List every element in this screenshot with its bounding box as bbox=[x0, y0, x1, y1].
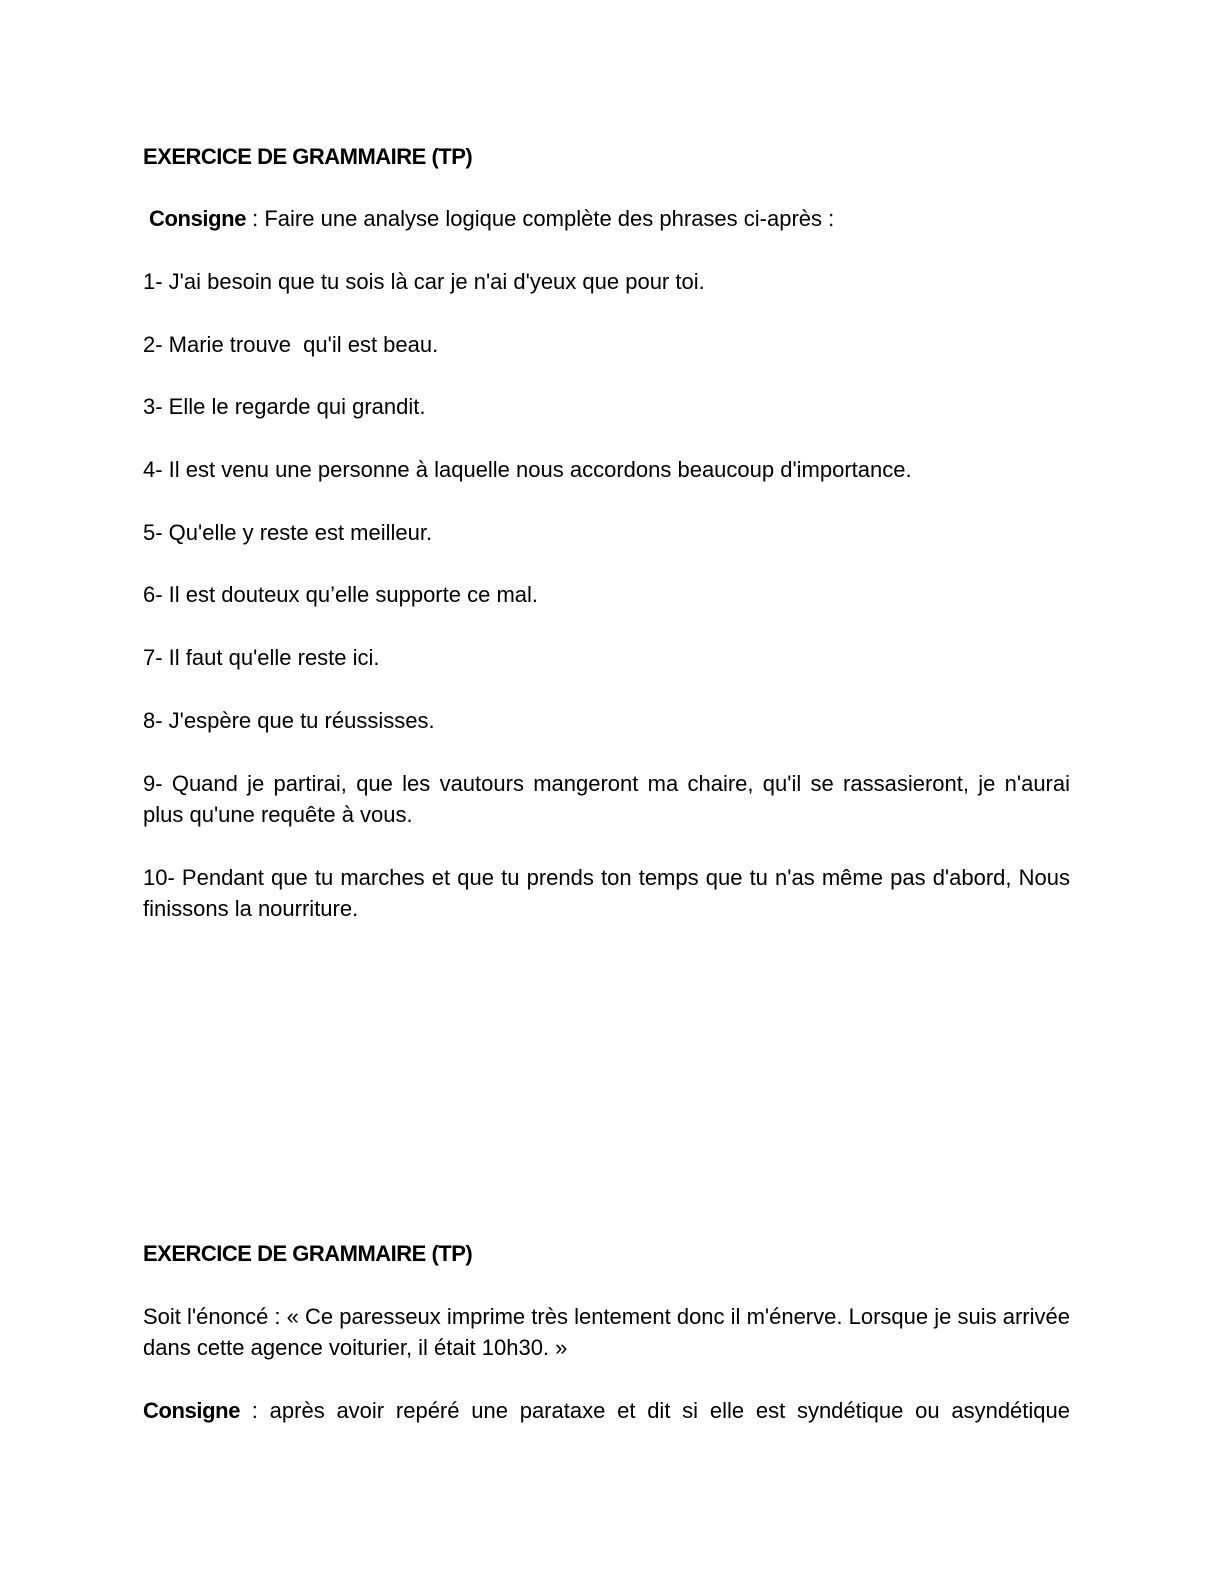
exercise-item-5: 5- Qu'elle y reste est meilleur. bbox=[143, 520, 433, 545]
section-1-title: EXERCICE DE GRAMMAIRE (TP) bbox=[143, 144, 473, 169]
section-2-statement: Soit l'énoncé : « Ce paresseux imprime très lentement donc il m'énerve. Lorsque je suis arrivée dans cette agence voiturier, il était 10h30. » bbox=[143, 1304, 1070, 1360]
exercise-item-7: 7- Il faut qu'elle reste ici. bbox=[143, 645, 380, 670]
exercise-item-1: 1- J'ai besoin que tu sois là car je n'ai d'yeux que pour toi. bbox=[143, 269, 705, 294]
exercise-item-6: 6- Il est douteux qu’elle supporte ce mal. bbox=[143, 582, 539, 607]
exercise-item-8: 8- J'espère que tu réussisses. bbox=[143, 708, 435, 733]
exercise-item-10: 10- Pendant que tu marches et que tu prends ton temps que tu n'as même pas d'abord, Nous finissons la nourriture. bbox=[143, 865, 1070, 921]
instruction-label: Consigne bbox=[149, 206, 247, 231]
section-2-title: EXERCICE DE GRAMMAIRE (TP) bbox=[143, 1241, 473, 1266]
exercise-item-3: 3- Elle le regarde qui grandit. bbox=[143, 394, 426, 419]
instruction-text: : après avoir repéré une parataxe et dit si elle est syndétique ou asyndétique bbox=[240, 1398, 1070, 1423]
section-2-instruction bbox=[143, 1395, 1070, 1426]
instruction-label: Consigne bbox=[143, 1398, 241, 1423]
exercise-item-4: 4- Il est venu une personne à laquelle nous accordons beaucoup d'importance. bbox=[143, 457, 912, 482]
exercise-item-9: 9- Quand je partirai, que les vautours mangeront ma chaire, qu'il se rassasieront, je n'aurai plus qu'une requête à vous. bbox=[143, 771, 1070, 827]
section-1-instruction bbox=[143, 203, 1070, 234]
instruction-text: : Faire une analyse logique complète des phrases ci-après : bbox=[246, 206, 835, 231]
exercise-item-2: 2- Marie trouve qu'il est beau. bbox=[143, 332, 439, 357]
